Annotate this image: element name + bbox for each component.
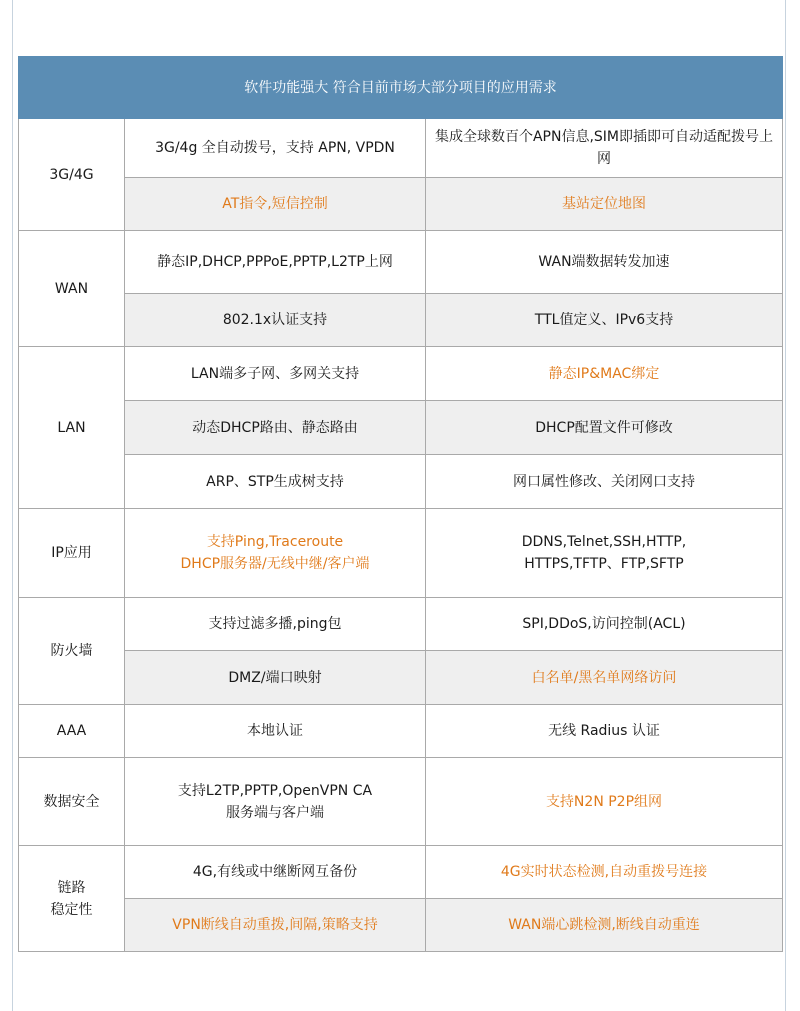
- category-firewall: 防火墙: [19, 598, 125, 705]
- cell-arp-stp: ARP、STP生成树支持: [125, 455, 426, 509]
- cell-protocols-line1: DDNS,Telnet,SSH,HTTP,: [521, 534, 687, 550]
- cell-dmz: DMZ/端口映射: [125, 651, 426, 705]
- cell-dhcp-config: DHCP配置文件可修改: [426, 401, 783, 455]
- cell-local-auth: 本地认证: [125, 705, 426, 758]
- category-3g4g: 3G/4G: [19, 119, 125, 231]
- cell-station-map: 基站定位地图: [426, 178, 783, 231]
- cell-multicast-filter: 支持过滤多播,ping包: [125, 598, 426, 651]
- cell-at-command: AT指令,短信控制: [125, 178, 426, 231]
- category-link-line1: 链路: [57, 879, 86, 896]
- category-link-line2: 稳定性: [50, 901, 93, 918]
- cell-heartbeat: WAN端心跳检测,断线自动重连: [426, 899, 783, 952]
- cell-ip-tools-line2: DHCP服务器/无线中继/客户端: [180, 556, 370, 572]
- cell-8021x: 802.1x认证支持: [125, 294, 426, 347]
- category-link-stability: [19, 846, 125, 952]
- cell-vpn-support-line2: 服务端与客户端: [226, 804, 324, 821]
- cell-apn-info: 集成全球数百个APN信息,SIM即插即可自动适配拨号上网: [426, 119, 783, 178]
- cell-vpn-support: [125, 758, 426, 846]
- cell-backup: 4G,有线或中继断网互备份: [125, 846, 426, 899]
- cell-n2n: 支持N2N P2P组网: [426, 758, 783, 846]
- cell-protocols: [426, 509, 783, 598]
- category-wan: WAN: [19, 231, 125, 347]
- category-aaa: AAA: [19, 705, 125, 758]
- category-ip-app: IP应用: [19, 509, 125, 598]
- cell-spi-ddos: SPI,DDoS,访问控制(ACL): [426, 598, 783, 651]
- cell-3g-dial: 3G/4g 全自动拨号，支持 APN, VPDN: [125, 119, 426, 178]
- cell-wan-access: 静态IP,DHCP,PPPoE,PPTP,L2TP上网: [125, 231, 426, 294]
- cell-vpn-redial: VPN断线自动重拨,间隔,策略支持: [125, 899, 426, 952]
- table-title: 软件功能强大 符合目前市场大部分项目的应用需求: [19, 57, 783, 119]
- feature-table: [18, 56, 783, 952]
- cell-port-props: 网口属性修改、关闭网口支持: [426, 455, 783, 509]
- cell-protocols-line2: HTTPS,TFTP、FTP,SFTP: [524, 556, 684, 572]
- cell-ttl-ipv6: TTL值定义、IPv6支持: [426, 294, 783, 347]
- cell-whitelist: 白名单/黑名单网络访问: [426, 651, 783, 705]
- cell-routing: 动态DHCP路由、静态路由: [125, 401, 426, 455]
- cell-ip-mac-bind: 静态IP&MAC绑定: [426, 347, 783, 401]
- cell-lan-subnet: LAN端多子网、多网关支持: [125, 347, 426, 401]
- category-data-security: 数据安全: [19, 758, 125, 846]
- cell-ip-tools-line1: 支持Ping,Traceroute: [206, 534, 344, 550]
- cell-wan-accel: WAN端数据转发加速: [426, 231, 783, 294]
- category-lan: LAN: [19, 347, 125, 509]
- cell-radius: 无线 Radius 认证: [426, 705, 783, 758]
- cell-4g-detect: 4G实时状态检测,自动重拨号连接: [426, 846, 783, 899]
- cell-ip-tools: [125, 509, 426, 598]
- cell-vpn-support-line1: 支持L2TP,PPTP,OpenVPN CA: [177, 782, 373, 799]
